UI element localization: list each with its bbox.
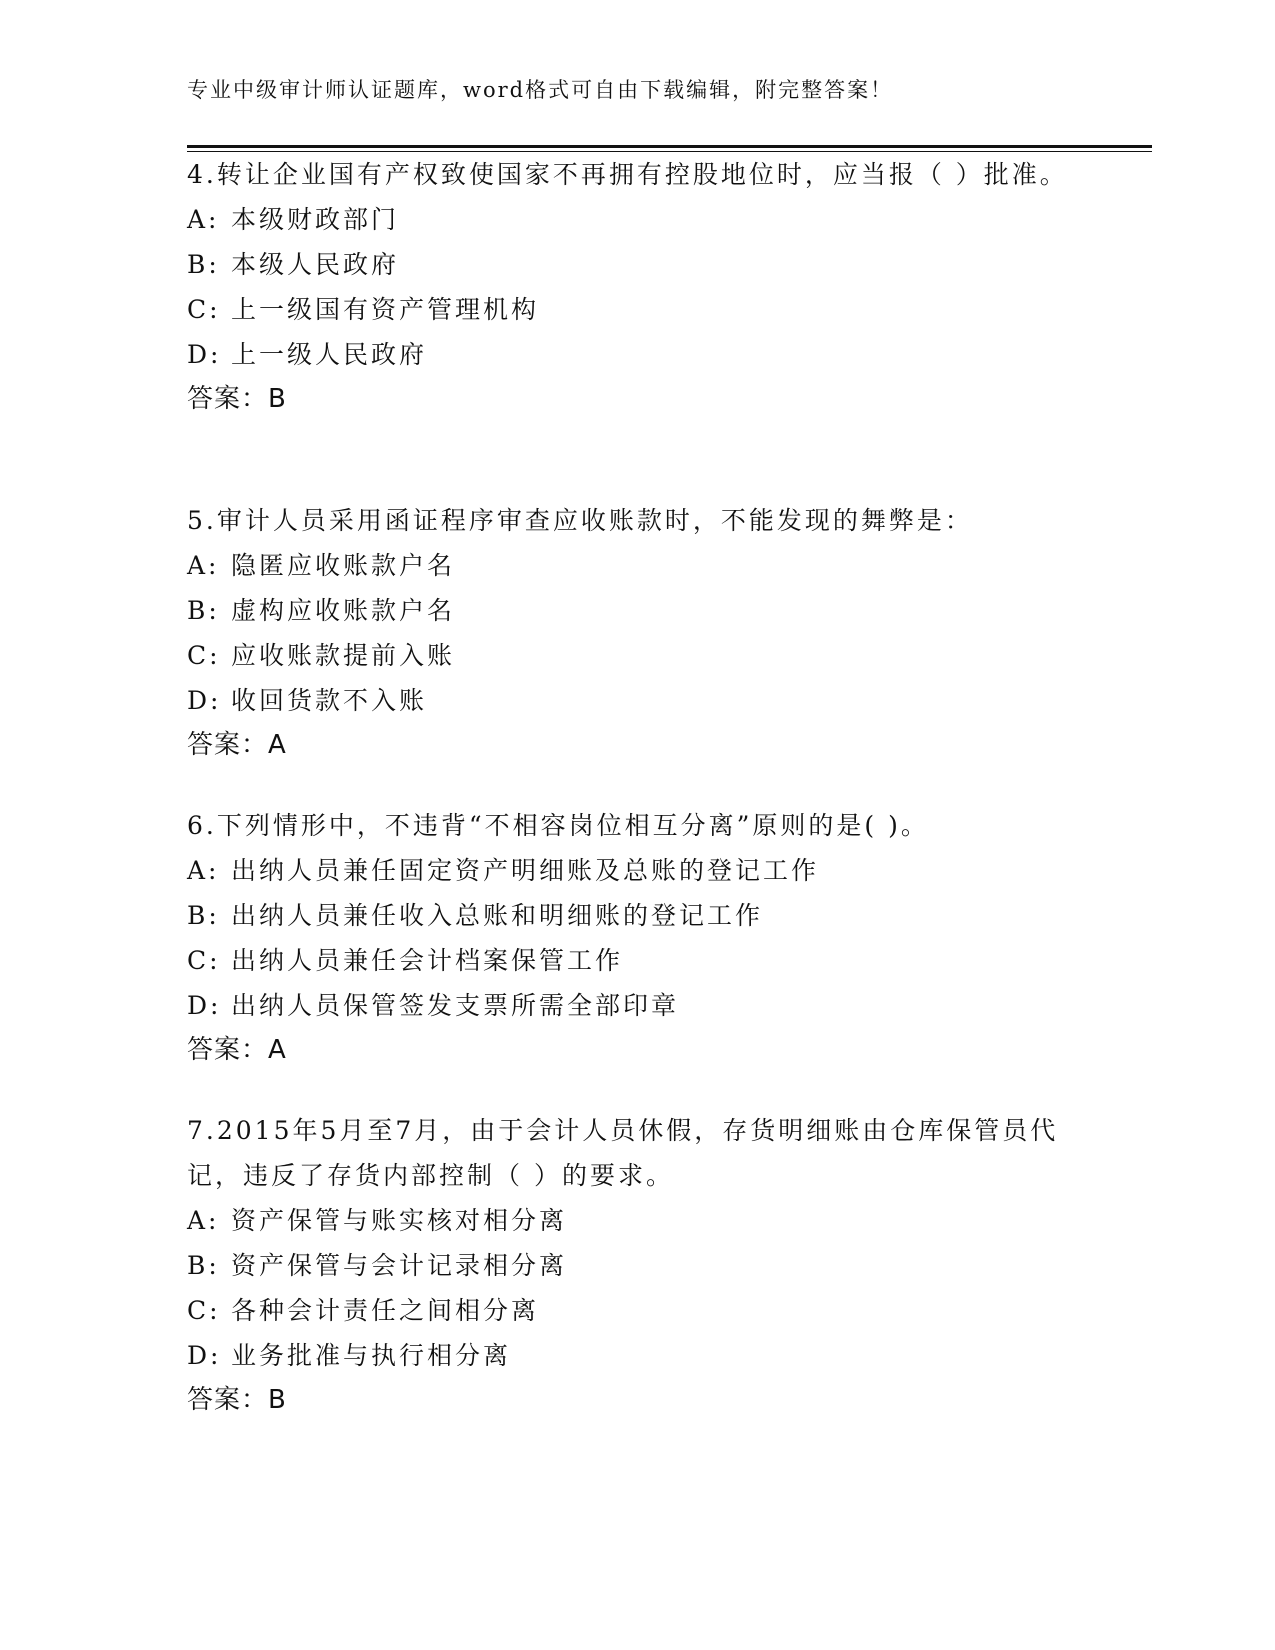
answer-value: B	[268, 384, 287, 414]
answer	[187, 377, 1087, 422]
question-stem: 4.转让企业国有产权致使国家不再拥有控股地位时，应当报（ ）批准。	[187, 160, 1068, 189]
option-b	[187, 893, 1087, 938]
option-text: 出纳人员保管签发支票所需全部印章	[231, 991, 680, 1020]
option-letter: B:	[187, 596, 220, 625]
option-d	[187, 983, 1087, 1028]
option-letter: D:	[187, 340, 222, 369]
option-text: 应收账款提前入账	[231, 641, 456, 670]
question-4	[187, 152, 1087, 422]
option-text: 上一级人民政府	[231, 340, 428, 369]
answer	[187, 1378, 1087, 1423]
option-letter: D:	[187, 686, 222, 715]
header-divider-thick	[187, 145, 1152, 148]
answer	[187, 1028, 1087, 1073]
option-a	[187, 1198, 1087, 1243]
answer-label: 答案：	[187, 730, 269, 760]
option-c	[187, 1288, 1087, 1333]
answer-label: 答案：	[187, 384, 269, 414]
question-5	[187, 498, 1087, 768]
option-text: 出纳人员兼任固定资产明细账及总账的登记工作	[231, 856, 820, 885]
option-list	[187, 848, 1087, 1028]
option-letter: B:	[187, 1251, 220, 1280]
option-b	[187, 242, 1087, 287]
option-b	[187, 588, 1087, 633]
option-d	[187, 678, 1087, 723]
option-letter: C:	[187, 641, 221, 670]
option-text: 资产保管与账实核对相分离	[231, 1206, 568, 1235]
question-stem: 6.下列情形中，不违背“不相容岗位相互分离”原则的是( )。	[187, 811, 929, 840]
option-letter: C:	[187, 1296, 221, 1325]
answer-label: 答案：	[187, 1385, 269, 1415]
option-text: 出纳人员兼任收入总账和明细账的登记工作	[231, 901, 764, 930]
option-a	[187, 543, 1087, 588]
option-text: 业务批准与执行相分离	[231, 1341, 512, 1370]
answer-value: B	[268, 1385, 287, 1415]
option-text: 出纳人员兼任会计档案保管工作	[231, 946, 624, 975]
question-7	[187, 1108, 1087, 1423]
option-letter: C:	[187, 295, 221, 324]
option-text: 本级人民政府	[231, 250, 400, 279]
option-text: 资产保管与会计记录相分离	[231, 1251, 568, 1280]
option-text: 虚构应收账款户名	[231, 596, 456, 625]
question-6	[187, 803, 1087, 1073]
option-letter: C:	[187, 946, 221, 975]
question-stem: 5.审计人员采用函证程序审查应收账款时，不能发现的舞弊是：	[187, 506, 973, 535]
option-a	[187, 197, 1087, 242]
option-a	[187, 848, 1087, 893]
option-b	[187, 1243, 1087, 1288]
option-letter: B:	[187, 901, 220, 930]
option-letter: D:	[187, 1341, 222, 1370]
page-header: 专业中级审计师认证题库，word格式可自由下载编辑，附完整答案！	[187, 78, 894, 102]
option-c	[187, 938, 1087, 983]
option-list	[187, 543, 1087, 723]
option-text: 上一级国有资产管理机构	[231, 295, 540, 324]
option-list	[187, 1198, 1087, 1378]
option-letter: D:	[187, 991, 222, 1020]
option-d	[187, 332, 1087, 377]
option-letter: A:	[187, 205, 220, 234]
answer-value: A	[268, 1035, 287, 1065]
option-c	[187, 633, 1087, 678]
question-stem: 7.2015年5月至7月，由于会计人员休假，存货明细账由仓库保管员代记，违反了存货内部控制（ ）的要求。	[187, 1116, 1059, 1190]
option-d	[187, 1333, 1087, 1378]
option-c	[187, 287, 1087, 332]
option-text: 本级财政部门	[231, 205, 400, 234]
option-text: 隐匿应收账款户名	[231, 551, 456, 580]
answer	[187, 723, 1087, 768]
option-letter: B:	[187, 250, 220, 279]
option-letter: A:	[187, 1206, 220, 1235]
option-letter: A:	[187, 856, 220, 885]
answer-value: A	[268, 730, 287, 760]
option-text: 收回货款不入账	[231, 686, 428, 715]
option-list	[187, 197, 1087, 377]
option-letter: A:	[187, 551, 220, 580]
option-text: 各种会计责任之间相分离	[231, 1296, 540, 1325]
answer-label: 答案：	[187, 1035, 269, 1065]
